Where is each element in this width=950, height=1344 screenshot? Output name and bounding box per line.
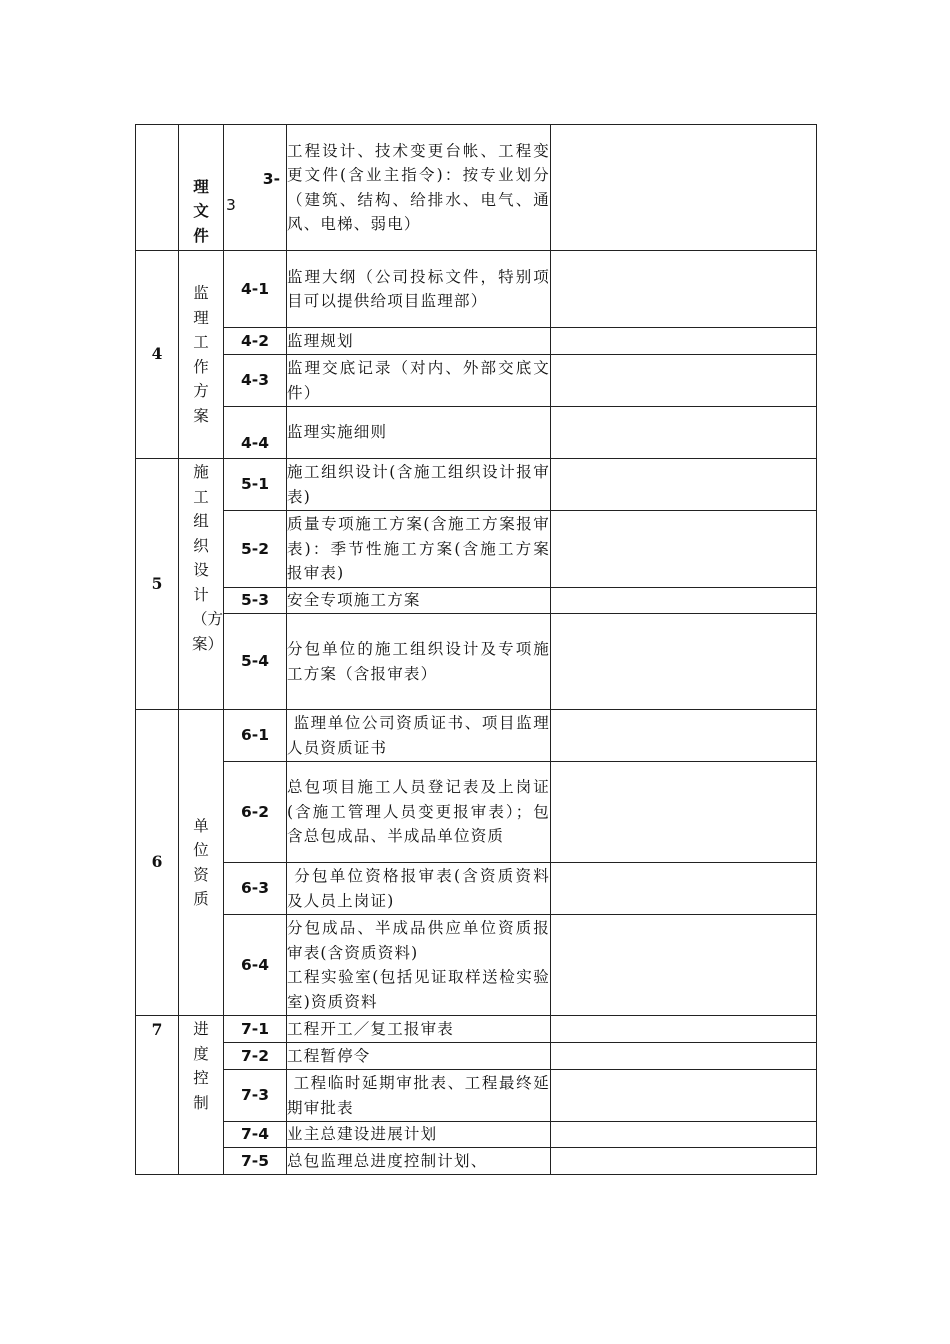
table-row <box>136 1070 817 1122</box>
item-code-cell: 5-1 <box>224 459 287 511</box>
item-content-cell: 监理规划 <box>287 328 551 355</box>
table-row <box>136 125 817 251</box>
item-code-cell: 5-3 <box>224 588 287 614</box>
table-row <box>136 1043 817 1070</box>
item-code-part: 3- <box>262 170 280 188</box>
table-row <box>136 710 817 762</box>
group-number-cell: 6 <box>136 710 179 1016</box>
group-category-cell <box>179 1016 224 1175</box>
item-code-part: 3 <box>226 196 236 214</box>
group-category-label: 进度控制 <box>193 1020 209 1112</box>
item-remark-cell <box>551 1122 817 1148</box>
item-code-cell: 7-4 <box>224 1122 287 1148</box>
group-number-cell: 4 <box>136 251 179 459</box>
item-remark-cell <box>551 762 817 863</box>
table-row <box>136 1148 817 1175</box>
item-remark-cell <box>551 710 817 762</box>
item-remark-cell <box>551 863 817 915</box>
group-category-cell <box>179 710 224 1016</box>
group-category-label: 理文件 <box>193 176 209 245</box>
table-row <box>136 588 817 614</box>
group-category-label: 施工组织设计（方案） <box>192 463 224 653</box>
item-content-cell: 监理单位公司资质证书、项目监理人员资质证书 <box>287 710 551 762</box>
item-code-cell: 4-3 <box>224 355 287 407</box>
item-content-cell: 总包项目施工人员登记表及上岗证(含施工管理人员变更报审表）；包含总包成品、半成品单位资质 <box>287 762 551 863</box>
item-remark-cell <box>551 355 817 407</box>
group-category-cell <box>179 125 224 251</box>
table-row <box>136 355 817 407</box>
item-remark-cell <box>551 588 817 614</box>
item-content-cell: 监理大纲（公司投标文件，特别项目可以提供给项目监理部） <box>287 251 551 328</box>
item-content-cell: 安全专项施工方案 <box>287 588 551 614</box>
group-category-cell <box>179 459 224 710</box>
table-row <box>136 407 817 459</box>
item-content-cell: 分包单位的施工组织设计及专项施工方案（含报审表） <box>287 614 551 710</box>
group-number-cell: 7 <box>136 1016 179 1175</box>
item-content-cell: 工程暂停令 <box>287 1043 551 1070</box>
item-content-cell: 工程开工／复工报审表 <box>287 1016 551 1043</box>
item-remark-cell <box>551 251 817 328</box>
table-row <box>136 1016 817 1043</box>
item-remark-cell <box>551 1148 817 1175</box>
group-category-label: 单位资质 <box>193 816 209 908</box>
item-content-cell: 分包单位资格报审表(含资质资料及人员上岗证) <box>287 863 551 915</box>
item-code-cell: 6-2 <box>224 762 287 863</box>
item-remark-cell <box>551 915 817 1016</box>
item-code-cell: 7-3 <box>224 1070 287 1122</box>
table-row <box>136 1122 817 1148</box>
group-number-cell: 5 <box>136 459 179 710</box>
item-content-cell: 监理实施细则 <box>287 407 551 459</box>
item-code-cell: 4-4 <box>224 407 287 459</box>
item-code-cell: 7-1 <box>224 1016 287 1043</box>
table-row <box>136 915 817 1016</box>
item-code-cell: 5-2 <box>224 511 287 588</box>
item-remark-cell <box>551 614 817 710</box>
item-content-cell: 工程设计、技术变更台帐、工程变更文件(含业主指令)：按专业划分（建筑、结构、给排水、电气、通风、电梯、弱电） <box>287 125 551 251</box>
item-code-cell: 7-5 <box>224 1148 287 1175</box>
item-remark-cell <box>551 328 817 355</box>
item-code-cell: 6-3 <box>224 863 287 915</box>
item-content-cell: 施工组织设计(含施工组织设计报审表) <box>287 459 551 511</box>
group-category-label: 监理工作方案 <box>193 284 209 425</box>
group-number-cell <box>136 125 179 251</box>
table-row <box>136 511 817 588</box>
table-row <box>136 459 817 511</box>
table-row <box>136 762 817 863</box>
archive-index-table <box>135 124 817 1175</box>
item-content-cell <box>287 915 551 1016</box>
item-content-cell: 工程临时延期审批表、工程最终延期审批表 <box>287 1070 551 1122</box>
item-content-cell: 监理交底记录（对内、外部交底文件） <box>287 355 551 407</box>
item-code-cell: 5-4 <box>224 614 287 710</box>
table-row <box>136 863 817 915</box>
item-content-line: 工程实验室(包括见证取样送检实验室)资质资料 <box>287 968 550 1011</box>
table-row <box>136 251 817 328</box>
item-code-cell <box>224 125 287 251</box>
item-code-cell: 4-1 <box>224 251 287 328</box>
item-content-cell: 质量专项施工方案(含施工方案报审表)：季节性施工方案(含施工方案报审表) <box>287 511 551 588</box>
item-remark-cell <box>551 1043 817 1070</box>
item-remark-cell <box>551 459 817 511</box>
item-remark-cell <box>551 125 817 251</box>
item-remark-cell <box>551 1016 817 1043</box>
item-code-cell: 7-2 <box>224 1043 287 1070</box>
item-content-cell: 业主总建设进展计划 <box>287 1122 551 1148</box>
item-remark-cell <box>551 511 817 588</box>
table-row <box>136 614 817 710</box>
table-row <box>136 328 817 355</box>
item-code-cell: 6-1 <box>224 710 287 762</box>
item-remark-cell <box>551 1070 817 1122</box>
item-code-cell: 6-4 <box>224 915 287 1016</box>
group-category-cell <box>179 251 224 459</box>
item-content-line: 分包成品、半成品供应单位资质报审表(含资质资料) <box>287 919 550 962</box>
item-remark-cell <box>551 407 817 459</box>
item-content-cell: 总包监理总进度控制计划、 <box>287 1148 551 1175</box>
item-code-cell: 4-2 <box>224 328 287 355</box>
